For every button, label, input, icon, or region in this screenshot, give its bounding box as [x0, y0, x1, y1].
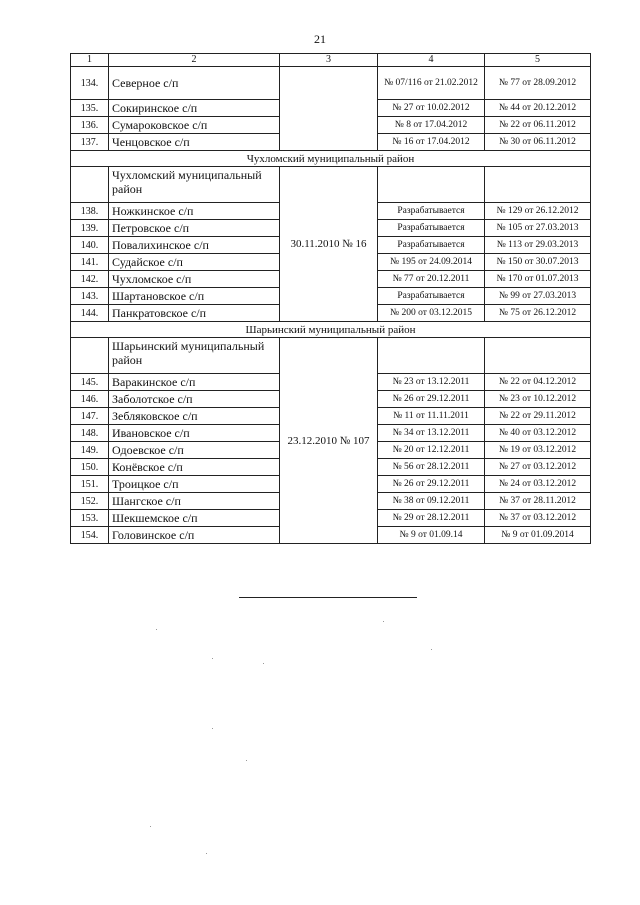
document-col4: № 77 от 20.12.2011	[378, 271, 485, 288]
settlement-name: Троицкое с/п	[109, 476, 280, 493]
document-col4: № 38 от 09.12.2011	[378, 493, 485, 510]
document-col5: № 44 от 20.12.2012	[485, 100, 591, 117]
settlement-name: Заболотское с/п	[109, 391, 280, 408]
document-col5: № 30 от 06.11.2012	[485, 134, 591, 151]
district-name: Шарьинский муниципальный район	[71, 322, 591, 338]
settlement-name: Сумароковское с/п	[109, 117, 280, 134]
document-col4: № 29 от 28.12.2011	[378, 510, 485, 527]
column-header: 3	[280, 54, 378, 67]
document-col5: № 170 от 01.07.2013	[485, 271, 591, 288]
document-col5: № 75 от 26.12.2012	[485, 305, 591, 322]
scan-speck	[431, 649, 432, 650]
column-header: 5	[485, 54, 591, 67]
district-subheading: Чухломский муниципальный район	[109, 167, 280, 203]
row-number: 152.	[71, 493, 109, 510]
document-col4: № 56 от 28.12.2011	[378, 459, 485, 476]
scan-speck	[383, 621, 384, 622]
document-col4: № 11 от 11.11.2011	[378, 408, 485, 425]
document-col4: Разрабатывается	[378, 237, 485, 254]
document-col5: № 77 от 28.09.2012	[485, 67, 591, 100]
settlements-table	[70, 53, 591, 544]
table-header-row	[71, 54, 591, 67]
scan-speck	[263, 663, 264, 664]
column-header: 1	[71, 54, 109, 67]
row-number	[71, 167, 109, 203]
settlement-name: Конёвское с/п	[109, 459, 280, 476]
row-number: 144.	[71, 305, 109, 322]
district-subheading: Шарьинский муниципальный район	[109, 338, 280, 374]
row-number: 145.	[71, 374, 109, 391]
document-col5: № 150 от 30.07.2013	[485, 254, 591, 271]
document-col4: № 26 от 29.12.2011	[378, 476, 485, 493]
district-name: Чухломский муниципальный район	[71, 151, 591, 167]
document-col4: № 16 от 17.04.2012	[378, 134, 485, 151]
scan-speck	[156, 629, 157, 630]
settlement-name: Варакинское с/п	[109, 374, 280, 391]
settlement-name: Головинское с/п	[109, 527, 280, 544]
settlement-name: Судайское с/п	[109, 254, 280, 271]
row-number: 153.	[71, 510, 109, 527]
document-col4: № 27 от 10.02.2012	[378, 100, 485, 117]
row-number: 135.	[71, 100, 109, 117]
document-col4: Разрабатывается	[378, 288, 485, 305]
scan-speck	[246, 760, 247, 761]
settlement-name: Шангское с/п	[109, 493, 280, 510]
document-col5: № 19 от 03.12.2012	[485, 442, 591, 459]
page-number: 21	[314, 32, 326, 46]
scan-speck	[212, 728, 213, 729]
document-col4: Разрабатывается	[378, 203, 485, 220]
district-subheading-row	[71, 338, 591, 374]
column-header: 2	[109, 54, 280, 67]
row-number: 148.	[71, 425, 109, 442]
settlement-name: Одоевское с/п	[109, 442, 280, 459]
document-col5	[485, 167, 591, 203]
settlement-name: Чухломское с/п	[109, 271, 280, 288]
approval-date: 30.11.2010 № 16	[280, 167, 378, 322]
district-subheading-row	[71, 167, 591, 203]
document-col5: № 37 от 28.11.2012	[485, 493, 591, 510]
row-number: 143.	[71, 288, 109, 305]
row-number: 141.	[71, 254, 109, 271]
settlement-name: Зебляковское с/п	[109, 408, 280, 425]
row-number: 151.	[71, 476, 109, 493]
row-number: 137.	[71, 134, 109, 151]
document-col4: № 26 от 29.12.2011	[378, 391, 485, 408]
settlement-name: Шекшемское с/п	[109, 510, 280, 527]
settlement-name: Ченцовское с/п	[109, 134, 280, 151]
scan-speck	[150, 826, 151, 827]
district-header-row	[71, 322, 591, 338]
scan-speck	[212, 658, 213, 659]
settlement-name: Ивановское с/п	[109, 425, 280, 442]
document-col5: № 22 от 06.11.2012	[485, 117, 591, 134]
approval-date	[280, 67, 378, 151]
column-header: 4	[378, 54, 485, 67]
document-col4: № 23 от 13.12.2011	[378, 374, 485, 391]
settlement-name: Панкратовское с/п	[109, 305, 280, 322]
row-number: 134.	[71, 67, 109, 100]
settlement-name: Шартановское с/п	[109, 288, 280, 305]
row-number	[71, 338, 109, 374]
document-col5: № 24 от 03.12.2012	[485, 476, 591, 493]
document-col5: № 23 от 10.12.2012	[485, 391, 591, 408]
document-col5: № 22 от 04.12.2012	[485, 374, 591, 391]
row-number: 154.	[71, 527, 109, 544]
document-col4: № 200 от 03.12.2015	[378, 305, 485, 322]
row-number: 150.	[71, 459, 109, 476]
document-col4: № 20 от 12.12.2011	[378, 442, 485, 459]
document-col5: № 22 от 29.11.2012	[485, 408, 591, 425]
document-col4: № 9 от 01.09.14	[378, 527, 485, 544]
document-col5: № 40 от 03.12.2012	[485, 425, 591, 442]
document-col4: № 195 от 24.09.2014	[378, 254, 485, 271]
document-col5: № 129 от 26.12.2012	[485, 203, 591, 220]
document-col4: Разрабатывается	[378, 220, 485, 237]
row-number: 142.	[71, 271, 109, 288]
row-number: 146.	[71, 391, 109, 408]
settlement-name: Сокиринское с/п	[109, 100, 280, 117]
row-number: 136.	[71, 117, 109, 134]
document-col5: № 105 от 27.03.2013	[485, 220, 591, 237]
document-col4: № 34 от 13.12.2011	[378, 425, 485, 442]
scan-speck	[206, 853, 207, 854]
document-col4	[378, 167, 485, 203]
document-col5	[485, 338, 591, 374]
document-col5: № 9 от 01.09.2014	[485, 527, 591, 544]
document-col4: № 07/116 от 21.02.2012	[378, 67, 485, 100]
document-col5: № 37 от 03.12.2012	[485, 510, 591, 527]
row-number: 138.	[71, 203, 109, 220]
document-col5: № 27 от 03.12.2012	[485, 459, 591, 476]
document-col4: № 8 от 17.04.2012	[378, 117, 485, 134]
end-divider-line	[239, 597, 417, 598]
row-number: 140.	[71, 237, 109, 254]
settlement-name: Повалихинское с/п	[109, 237, 280, 254]
settlement-name: Петровское с/п	[109, 220, 280, 237]
approval-date: 23.12.2010 № 107	[280, 338, 378, 544]
document-col4	[378, 338, 485, 374]
table-row	[71, 67, 591, 100]
row-number: 147.	[71, 408, 109, 425]
settlement-name: Северное с/п	[109, 67, 280, 100]
document-col5: № 113 от 29.03.2013	[485, 237, 591, 254]
row-number: 149.	[71, 442, 109, 459]
row-number: 139.	[71, 220, 109, 237]
settlement-name: Ножкинское с/п	[109, 203, 280, 220]
document-col5: № 99 от 27.03.2013	[485, 288, 591, 305]
district-header-row	[71, 151, 591, 167]
